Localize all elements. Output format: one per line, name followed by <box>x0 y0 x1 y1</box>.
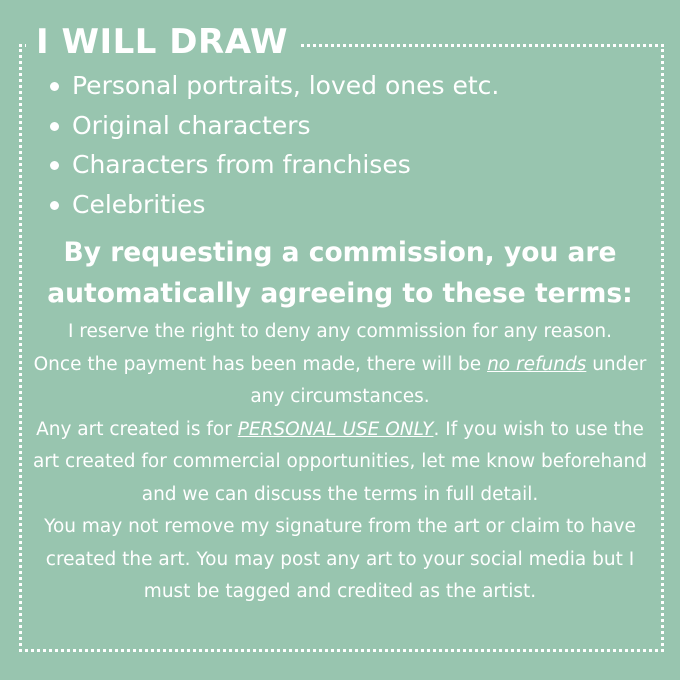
bullet-dot-icon <box>50 161 59 170</box>
agreement-line-1: By requesting a commission, you are <box>63 237 617 268</box>
agreement-line-2: automatically agreeing to these terms: <box>47 278 633 309</box>
list-item <box>48 185 499 225</box>
term-refund-pre: Once the payment has been made, there will be <box>33 353 488 375</box>
bullet-dot-icon <box>50 201 59 210</box>
will-draw-list <box>48 66 499 224</box>
list-item-label: Original characters <box>72 110 311 140</box>
list-item-label: Celebrities <box>72 189 206 219</box>
term-use-post: . If you wish to use the art created for commercial opportunities, let me know beforehand and we can discuss the terms in full detail. <box>32 418 648 505</box>
term-refund-post: under any circumstances. <box>250 353 647 407</box>
terms-block <box>30 316 650 609</box>
term-deny: I reserve the right to deny any commission for any reason. <box>67 321 613 342</box>
term-refund <box>30 349 650 414</box>
list-item-label: Personal portraits, loved ones etc. <box>72 71 500 100</box>
term-personal-use <box>30 414 650 512</box>
term-use-pre: Any art created is for <box>36 418 238 440</box>
bullet-dot-icon <box>50 82 59 91</box>
list-item <box>48 106 499 146</box>
bullet-dot-icon <box>50 122 59 131</box>
page-title: I WILL DRAW <box>26 20 298 64</box>
agreement-heading <box>20 232 660 314</box>
term-refund-emphasis: no refunds <box>487 353 587 375</box>
term-signature: You may not remove my signature from the art or claim to have created the art. You may post any art to your social media but I must be tagged and credited as the artist. <box>44 516 636 602</box>
term-use-emphasis: PERSONAL USE ONLY <box>237 418 434 440</box>
list-item-label: Characters from franchises <box>72 150 411 179</box>
list-item <box>48 66 499 106</box>
list-item <box>48 145 499 185</box>
